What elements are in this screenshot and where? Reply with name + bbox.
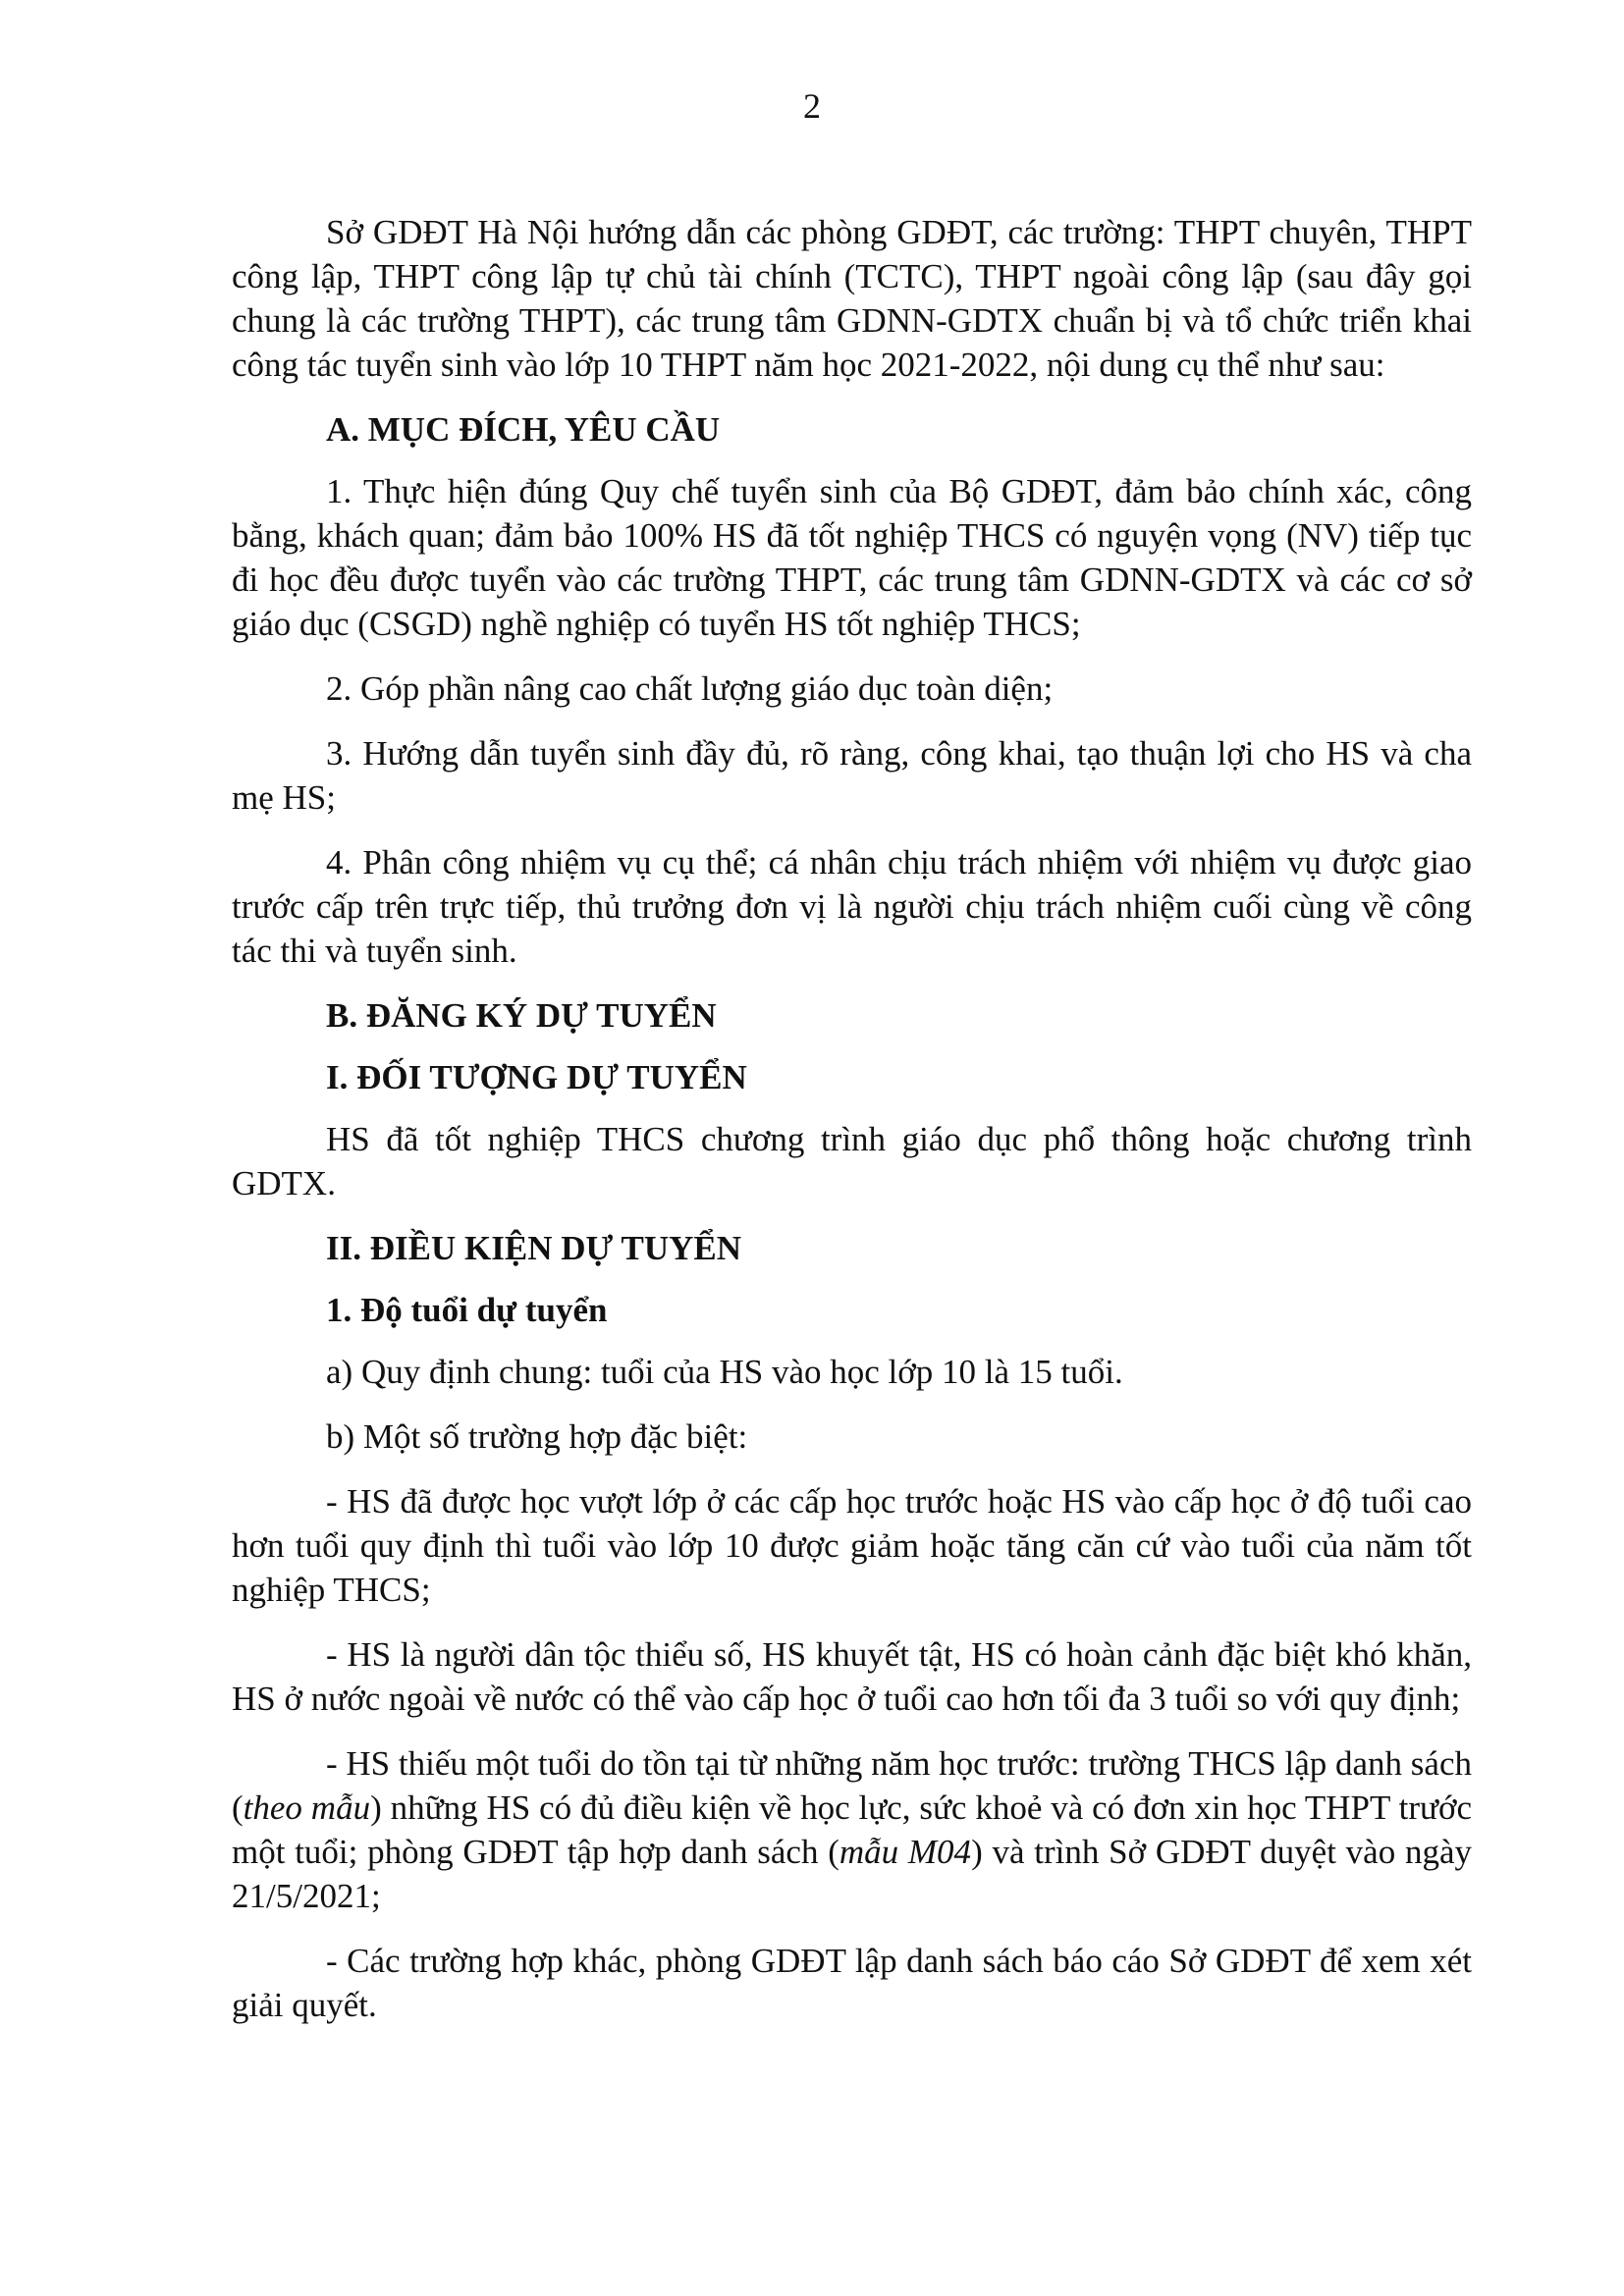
section-b-sub1-heading: I. ĐỐI TƯỢNG DỰ TUYỂN (326, 1058, 747, 1096)
section-a-heading: A. MỤC ĐÍCH, YÊU CẦU (326, 410, 721, 449)
special-cases-intro: b) Một số trường hợp đặc biệt: (326, 1417, 748, 1456)
special-case-2: - HS là người dân tộc thiểu số, HS khuyết tật, HS có hoàn cảnh đặc biệt khó khăn, HS ở nước ngoài về nước có thể vào cấp học ở tuổi cao hơn tối đa 3 tuổi so với quy định; (232, 1635, 1472, 1718)
special-case-3-em-2: mẫu M04 (839, 1833, 972, 1871)
intro-paragraph: Sở GDĐT Hà Nội hướng dẫn các phòng GDĐT, các trường: THPT chuyên, THPT công lập, THPT công lập tự chủ tài chính (TCTC), THPT ngoài công lập (sau đây gọi chung là các trường THPT), các trung tâm GDNN-GDTX chuẩn bị và tổ chức triển khai công tác tuyển sinh vào lớp 10 THPT năm học 2021-2022, nội dung cụ thể như sau: (232, 213, 1472, 384)
section-a-item-1: 1. Thực hiện đúng Quy chế tuyển sinh của Bộ GDĐT, đảm bảo chính xác, công bằng, khách quan; đảm bảo 100% HS đã tốt nghiệp THCS có nguyện vọng (NV) tiếp tục đi học đều được tuyển vào các trường THPT, các trung tâm GDNN-GDTX và các cơ sở giáo dục (CSGD) nghề nghiệp có tuyển HS tốt nghiệp THCS; (232, 472, 1472, 643)
special-case-3-em-1: theo mẫu (243, 1789, 371, 1827)
page-number: 2 (803, 86, 821, 126)
special-case-3-part-b: ) những HS có đủ điều kiện về học lực, sức khoẻ và có đơn xin học THPT trước một tuổi; phòng GDĐT tập hợp danh sách ( (232, 1789, 1472, 1871)
section-a-item-3: 3. Hướng dẫn tuyển sinh đầy đủ, rõ ràng, công khai, tạo thuận lợi cho HS và cha mẹ HS; (232, 734, 1472, 817)
section-b-heading: B. ĐĂNG KÝ DỰ TUYỂN (326, 996, 717, 1035)
document-body (232, 210, 1472, 2048)
general-rule: a) Quy định chung: tuổi của HS vào học lớp 10 là 15 tuổi. (326, 1353, 1123, 1391)
age-heading: 1. Độ tuổi dự tuyển (326, 1291, 608, 1329)
special-case-3-part-c: ) và trình Sở GDĐT duyệt vào ngày 21/5/2021; (232, 1833, 1473, 1915)
section-a-item-4: 4. Phân công nhiệm vụ cụ thể; cá nhân chịu trách nhiệm với nhiệm vụ được giao trước cấp trên trực tiếp, thủ trưởng đơn vị là người chịu trách nhiệm cuối cùng về công tác thi và tuyển sinh. (232, 843, 1472, 970)
special-case-3-part-a: - HS thiếu một tuổi do tồn tại từ những năm học trước: trường THCS lập danh sách ( (232, 1744, 1472, 1827)
section-a-item-2: 2. Góp phần nâng cao chất lượng giáo dục toàn diện; (326, 669, 1054, 708)
special-case-4: - Các trường hợp khác, phòng GDĐT lập danh sách báo cáo Sở GDĐT để xem xét giải quyết. (232, 1942, 1472, 2024)
special-case-1: - HS đã được học vượt lớp ở các cấp học trước hoặc HS vào cấp học ở độ tuổi cao hơn tuổi quy định thì tuổi vào lớp 10 được giảm hoặc tăng căn cứ vào tuổi của năm tốt nghiệp THCS; (232, 1482, 1472, 1609)
section-b-sub1-text: HS đã tốt nghiệp THCS chương trình giáo dục phổ thông hoặc chương trình GDTX. (232, 1120, 1472, 1202)
special-case-3 (232, 1741, 1472, 1918)
section-b-sub2-heading: II. ĐIỀU KIỆN DỰ TUYỂN (326, 1229, 741, 1267)
